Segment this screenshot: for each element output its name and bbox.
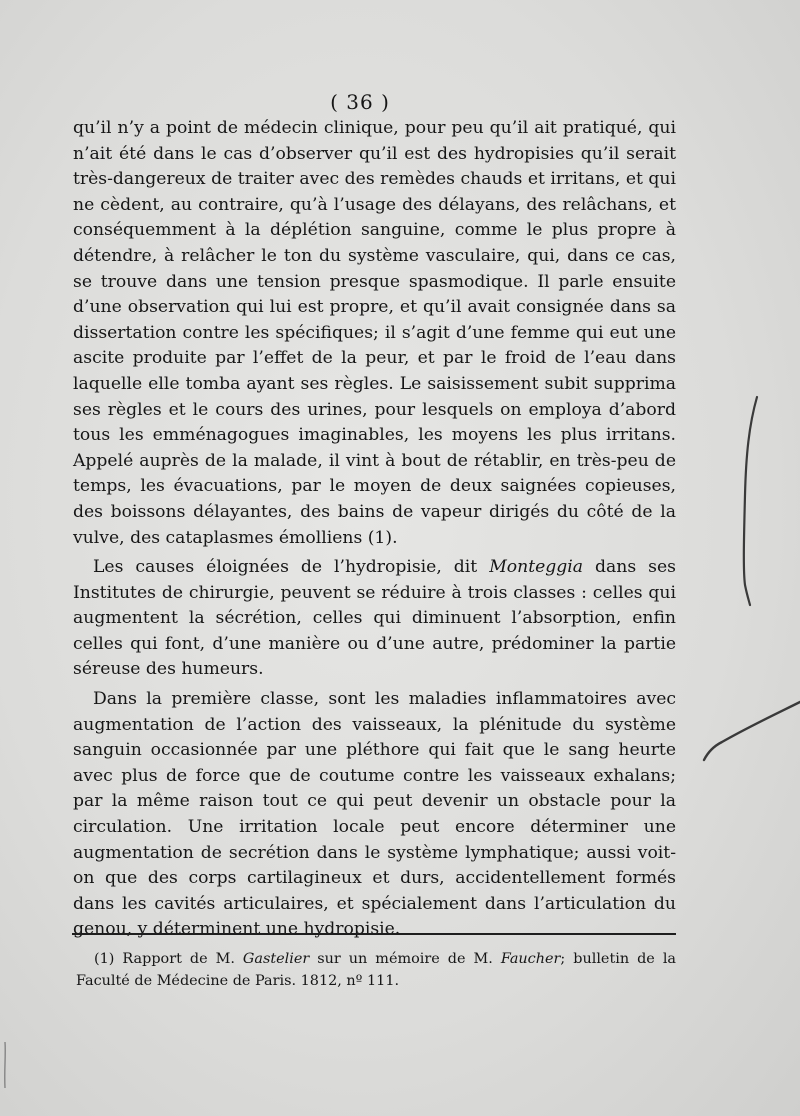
italic-name: Gastelier [242, 951, 310, 967]
paragraph [73, 116, 676, 551]
paper-edge-mark [2, 1040, 8, 1090]
text-segment: qu’il n’y a point de médecin clinique, pour peu qu’il ait pratiqué, qui n’ait été dans le cas d’observer qu’il est des hydropisies qu’il serait très-dangereux de traiter avec des remèdes chauds et irritans, et qui ne cèdent, au contraire, qu’à l’usage des délayans, des relâchans, et conséquemment à la déplétion sanguine, comme le plus propre à détendre, à relâcher le ton du système vasculaire, qui, dans ce cas, se trouve dans une tension presque spasmodique. Il parle ensuite d’une observation qui lui est propre, et qu’il avait consignée dans sa dissertation contre les spécifiques; il s’agit d’une femme qui eut une ascite produite par l’effet de la peur, et par le froid de l’eau dans laquelle elle tomba ayant ses règles. Le saisissement subit supprima ses règles et le cours des urines, pour lesquels on employa d’abord tous les emménagogues imaginables, les moyens les plus irritans. Appelé auprès de la malade, il vint à bout de rétablir, en très-peu de temps, les évacuations, par le moyen de deux saignées copieuses, des boissons délayantes, des bains de vapeur dirigés du côté de la vulve, des cataplasmes émolliens (1). [73, 118, 676, 548]
paragraph [73, 555, 676, 683]
text-segment: Les causes éloignées de l’hydropisie, dit [93, 557, 490, 578]
margin-bracket-mark [741, 395, 761, 607]
text-segment: Dans la première classe, sont les maladies inflammatoires avec augmentation de l’action des vaisseaux, la plénitude du système sanguin occasionnée par une pléthore qui fait que le sang heurte avec plus de force que de coutume contre les vaisseaux exhalans; par la même raison tout ce qui peut devenir un obstacle pour la circulation. Une irritation locale peut encore déterminer une augmentation de secrétion dans le système lymphatique; aussi voit-on que des corps cartilagineux et durs, accidentellement formés dans les cavités articulaires, et spécialement dans l’articulation du genou, y déterminent une hydropisie. [73, 689, 676, 940]
footnote [76, 948, 676, 992]
margin-stroke-mark [700, 698, 800, 764]
text-segment: (1) Rapport de M. [94, 951, 243, 967]
page-number: ( 36 ) [330, 90, 390, 114]
text-segment: sur un mémoire de M. [309, 951, 501, 967]
footnote-rule [72, 933, 676, 935]
text-segment: ; bulletin de la Faculté de Médecine de Paris. 1812, nº 111. [76, 951, 676, 989]
italic-name: Faucher [500, 951, 561, 967]
body-text [73, 116, 676, 943]
italic-name: Monteggia [489, 557, 584, 578]
text-segment: dans ses Institutes de chirurgie, peuvent se réduire à trois classes : celles qui augmentent la sécrétion, celles qui diminuent l’absorption, enfin celles qui font, d’une manière ou d’une autre, prédominer la partie séreuse des humeurs. [73, 557, 676, 680]
paragraph [73, 687, 676, 943]
